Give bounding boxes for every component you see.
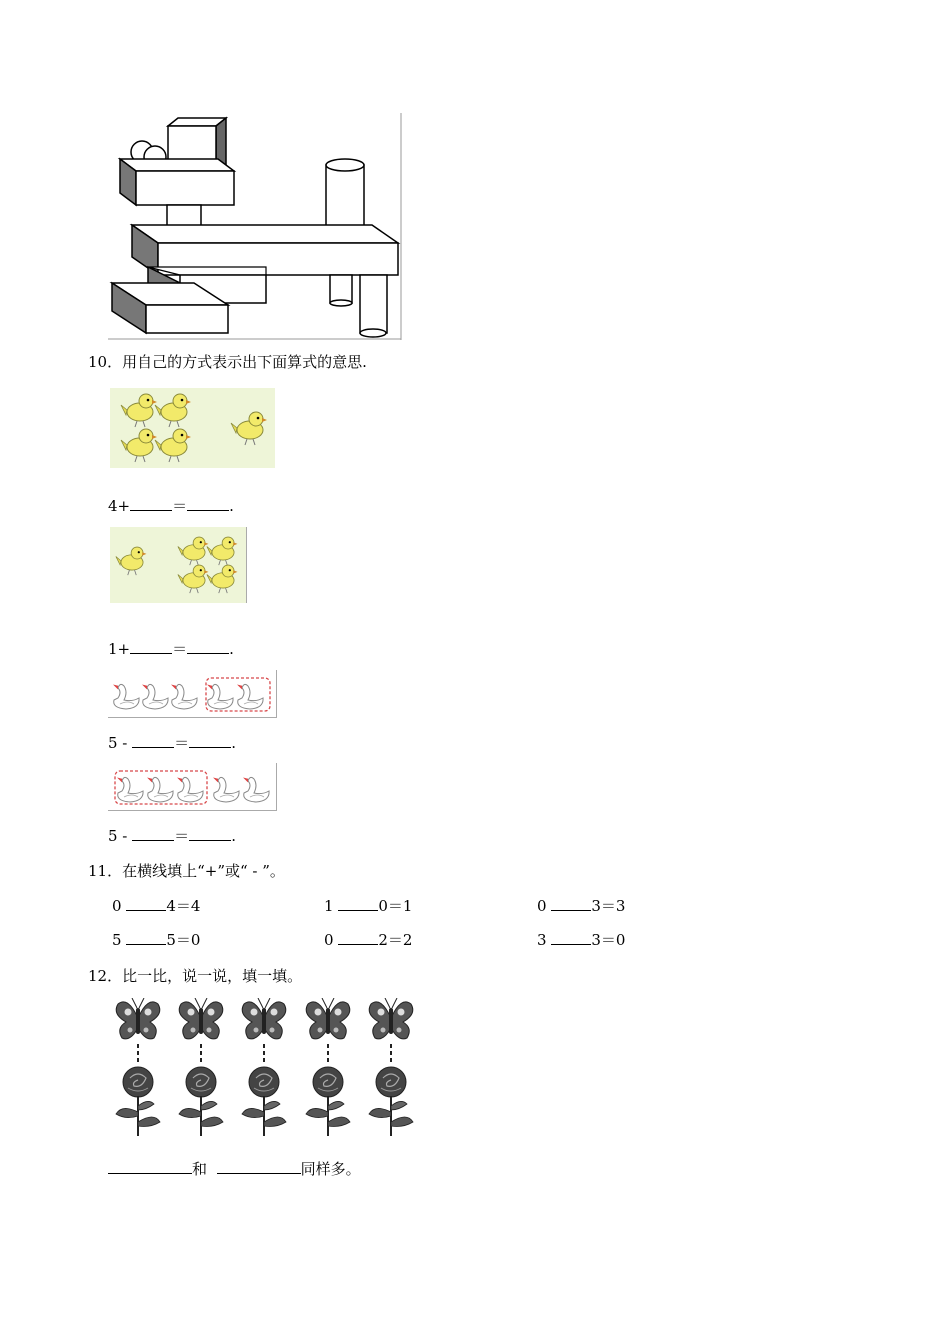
blocks-figure [108,113,402,340]
blank-1a[interactable] [130,496,172,511]
swans-image-first-three-boxed [108,763,277,811]
q11-blank-6[interactable] [551,930,591,945]
eq3-end: . [231,734,236,752]
blank-1b[interactable] [187,496,229,511]
q11-item-2-a: 1 [324,897,334,915]
q11-blank-3[interactable] [551,896,591,911]
q11-item-5-a: 0 [324,931,334,949]
q12-and: 和 [192,1160,208,1178]
q11-item-5 [324,930,412,950]
q11-item-4-rest: 5＝0 [166,931,201,949]
butterflies-and-roses-figure [108,998,426,1140]
eq1-left: 4+ [108,497,131,515]
q11-prompt: 11．在横线填上“+”或“ - ”。 [88,862,285,880]
blank-3a[interactable] [132,733,174,748]
eq3-left: 5 - [108,734,128,752]
q11-blank-5[interactable] [338,930,378,945]
eq2-end: . [229,640,234,658]
q11-item-2-rest: 0＝1 [378,897,413,915]
q11-item-1-a: 0 [112,897,122,915]
q11-item-6-rest: 3＝0 [591,931,626,949]
eq1-end: . [229,497,234,515]
q11-blank-2[interactable] [338,896,378,911]
q12-blank-1[interactable] [108,1159,192,1174]
eq4-left: 5 - [108,827,128,845]
q12-prompt: 12．比一比，说一说，填一填。 [88,967,303,985]
q11-item-5-rest: 2＝2 [378,931,413,949]
blank-2b[interactable] [187,639,229,654]
eq2-left: 1+ [108,640,131,658]
q10-equation-4 [108,826,236,846]
q11-blank-4[interactable] [126,930,166,945]
q11-item-2 [324,896,412,916]
q11-item-6-a: 3 [537,931,547,949]
eq2-mid: ＝ [172,640,188,658]
eq4-mid: ＝ [174,827,190,845]
q10-equation-2 [108,639,234,659]
eq4-end: . [231,827,236,845]
q11-blank-1[interactable] [126,896,166,911]
blank-4a[interactable] [132,826,174,841]
swans-image-last-two-boxed [108,670,277,718]
chicks-image-1-plus-4 [110,527,247,603]
blank-3b[interactable] [189,733,231,748]
q11-item-1-rest: 4＝4 [166,897,201,915]
eq1-mid: ＝ [172,497,188,515]
q11-item-4 [112,930,200,950]
q12-same: 同样多。 [300,1160,361,1178]
q11-item-3-rest: 3＝3 [591,897,626,915]
q11-item-3-a: 0 [537,897,547,915]
q11-item-1 [112,896,200,916]
q10-prompt: 10．用自己的方式表示出下面算式的意思. [88,353,367,371]
q11-item-3 [537,896,625,916]
q10-equation-1 [108,496,234,516]
blank-4b[interactable] [189,826,231,841]
q12-answer-line [108,1159,361,1179]
eq3-mid: ＝ [174,734,190,752]
q11-item-4-a: 5 [112,931,122,949]
blank-2a[interactable] [130,639,172,654]
q12-blank-2[interactable] [217,1159,301,1174]
chicks-image-4-plus-1 [110,388,275,468]
q11-item-6 [537,930,625,950]
q10-equation-3 [108,733,236,753]
